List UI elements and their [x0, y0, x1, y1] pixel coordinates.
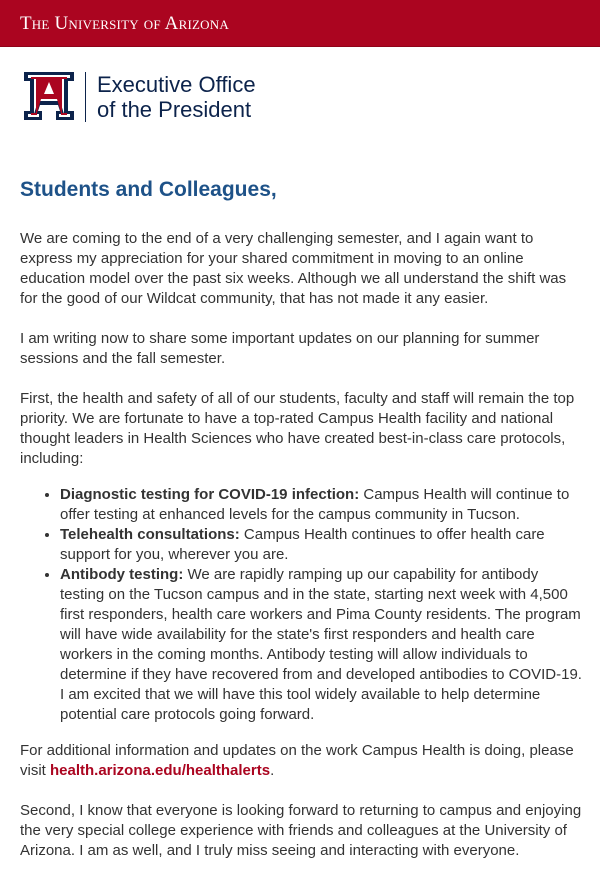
more-info-text: For additional information and updates on the work Campus Health is doing, please visit	[20, 742, 574, 779]
list-item-telehealth	[60, 525, 582, 565]
list-item-text: Campus Health will continue to offer testing at enhanced levels for the campus community in Tucson.	[60, 486, 570, 523]
list-item-title: Diagnostic testing for COVID-19 infection:	[60, 486, 360, 503]
logo-divider	[85, 72, 86, 122]
paragraph-health-safety: First, the health and safety of all of our students, faculty and staff will remain the top priority. We are fortunate to have a top-rated Campus Health facility and national thought leaders in Health Sciences who have created best-in-class care protocols, including:	[20, 390, 575, 467]
university-a-logo-icon	[20, 70, 78, 122]
care-protocols-list	[20, 485, 582, 725]
more-info-period: .	[270, 762, 275, 779]
office-name-line2: of the President	[97, 97, 252, 122]
paragraph-more-info	[20, 741, 582, 781]
list-item-text: Campus Health continues to offer health care support for you, wherever you are.	[60, 526, 545, 563]
greeting-heading: Students and Colleagues,	[20, 178, 277, 201]
university-header-bar	[0, 0, 600, 47]
paragraph-intro: We are coming to the end of a very challenging semester, and I again want to express my appreciation for your shared commitment in moving to an online education model over the past six weeks. Although we all understand the shift was for the good of our Wildcat community, that has not made it any easier.	[20, 230, 567, 307]
list-item-diagnostic-testing	[60, 485, 582, 525]
university-wordmark: The University of Arizona	[20, 13, 229, 34]
office-logo	[20, 70, 280, 126]
list-item-antibody-testing	[60, 565, 582, 725]
email-body	[20, 176, 582, 881]
office-name	[97, 72, 256, 122]
list-item-text: We are rapidly ramping up our capability for antibody testing on the Tucson campus and in the state, starting next week with 4,500 first responders, health care workers and Pima County residents. The program will have wide availability for the state's first responders and health care workers in the coming months. Antibody testing will allow individuals to determine if they have recovered from and developed antibodies to COVID-19. I am excited that we will have this tool widely available to help determine potential care protocols going forward.	[60, 566, 582, 723]
health-alerts-link[interactable]: health.arizona.edu/healthalerts	[50, 762, 271, 779]
paragraph-updates: I am writing now to share some important updates on our planning for summer sessions and the fall semester.	[20, 330, 540, 367]
paragraph-return-to-campus: Second, I know that everyone is looking forward to returning to campus and enjoying the very special college experience with friends and colleagues at the University of Arizona. I am as well, and I truly miss seeing and interacting with everyone.	[20, 802, 582, 859]
list-item-title: Antibody testing:	[60, 566, 184, 583]
list-item-title: Telehealth consultations:	[60, 526, 240, 543]
office-name-line1: Executive Office	[97, 72, 256, 97]
